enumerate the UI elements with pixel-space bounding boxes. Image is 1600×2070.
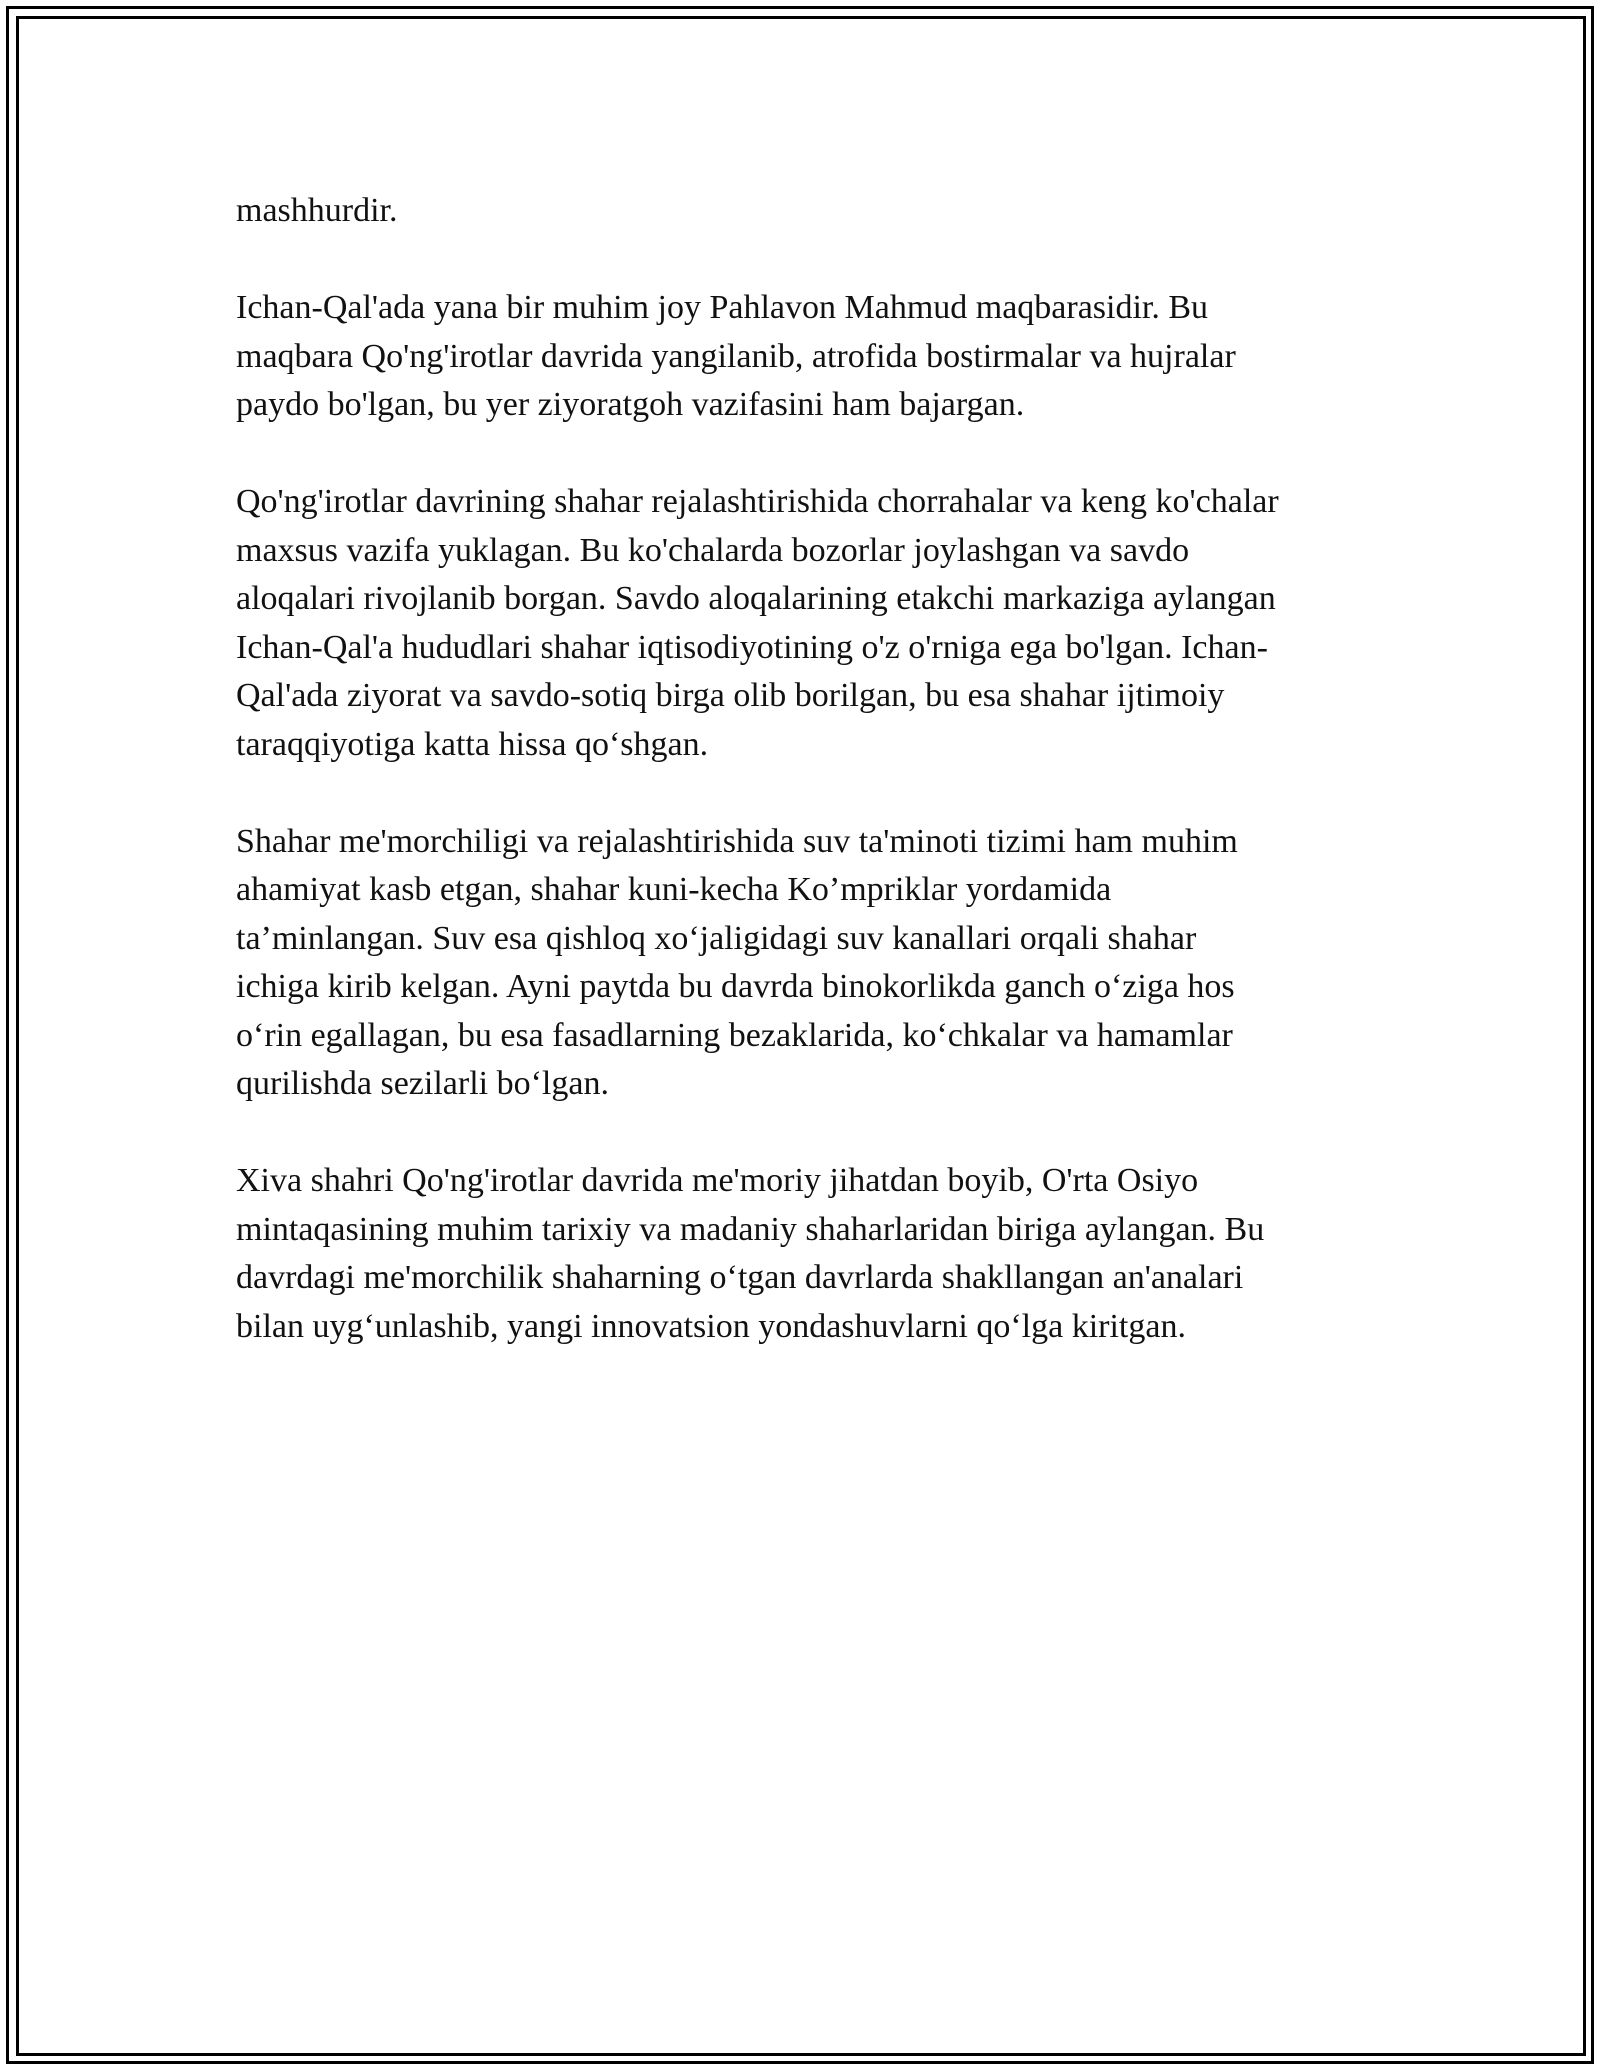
paragraph-water-supply: Shahar me'morchiligi va rejalashtirishida suv ta'minoti tizimi ham muhim ahamiyat kasb etgan, shahar kuni-kecha Ko’mpriklar yordamida ta’minlangan. Suv esa qishloq xo‘jaligidagi suv kanallari orqali shahar ichiga kirib kelgan. Ayni paytda bu davrda binokorlikda ganch o‘ziga hos o‘rin egallagan, bu esa fasadlarning bezaklarida, ko‘chkalar va hamamlar qurilishda sezilarli bo‘lgan. xyxy=(236,822,1238,1102)
paragraph-continuation: mashhurdir. xyxy=(236,192,398,229)
paragraph-conclusion: Xiva shahri Qo'ng'irotlar davrida me'moriy jihatdan boyib, O'rta Osiyo mintaqasining muhim tarixiy va madaniy shaharlaridan biriga aylangan. Bu davrdagi me'morchilik shaharning o‘tgan davrlarda shakllangan an'analari bilan uyg‘unlashib, yangi innovatsion yondashuvlarni qo‘lga kiritgan. xyxy=(236,1162,1265,1345)
paragraph-city-planning: Qo'ng'irotlar davrining shahar rejalashtirishida chorrahalar va keng ko'chalar maxsus vazifa yuklagan. Bu ko'chalarda bozorlar joylashgan va savdo aloqalari rivojlanib borgan. Savdo aloqalarining etakchi markaziga aylangan Ichan-Qal'a hududlari shahar iqtisodiyotining o'z o'rniga ega bo'lgan. Ichan- Qal'ada ziyorat va savdo-sotiq birga olib borilgan, bu esa shahar ijtimoiy taraqqiyotiga katta hissa qo‘shgan. xyxy=(236,483,1279,763)
document-body xyxy=(236,187,1364,1400)
paragraph-pahlavon-mahmud: Ichan-Qal'ada yana bir muhim joy Pahlavon Mahmud maqbarasidir. Bu maqbara Qo'ng'irotlar davrida yangilanib, atrofida bostirmalar va hujralar paydo bo'lgan, bu yer ziyoratgoh vazifasini ham bajargan. xyxy=(236,289,1236,423)
